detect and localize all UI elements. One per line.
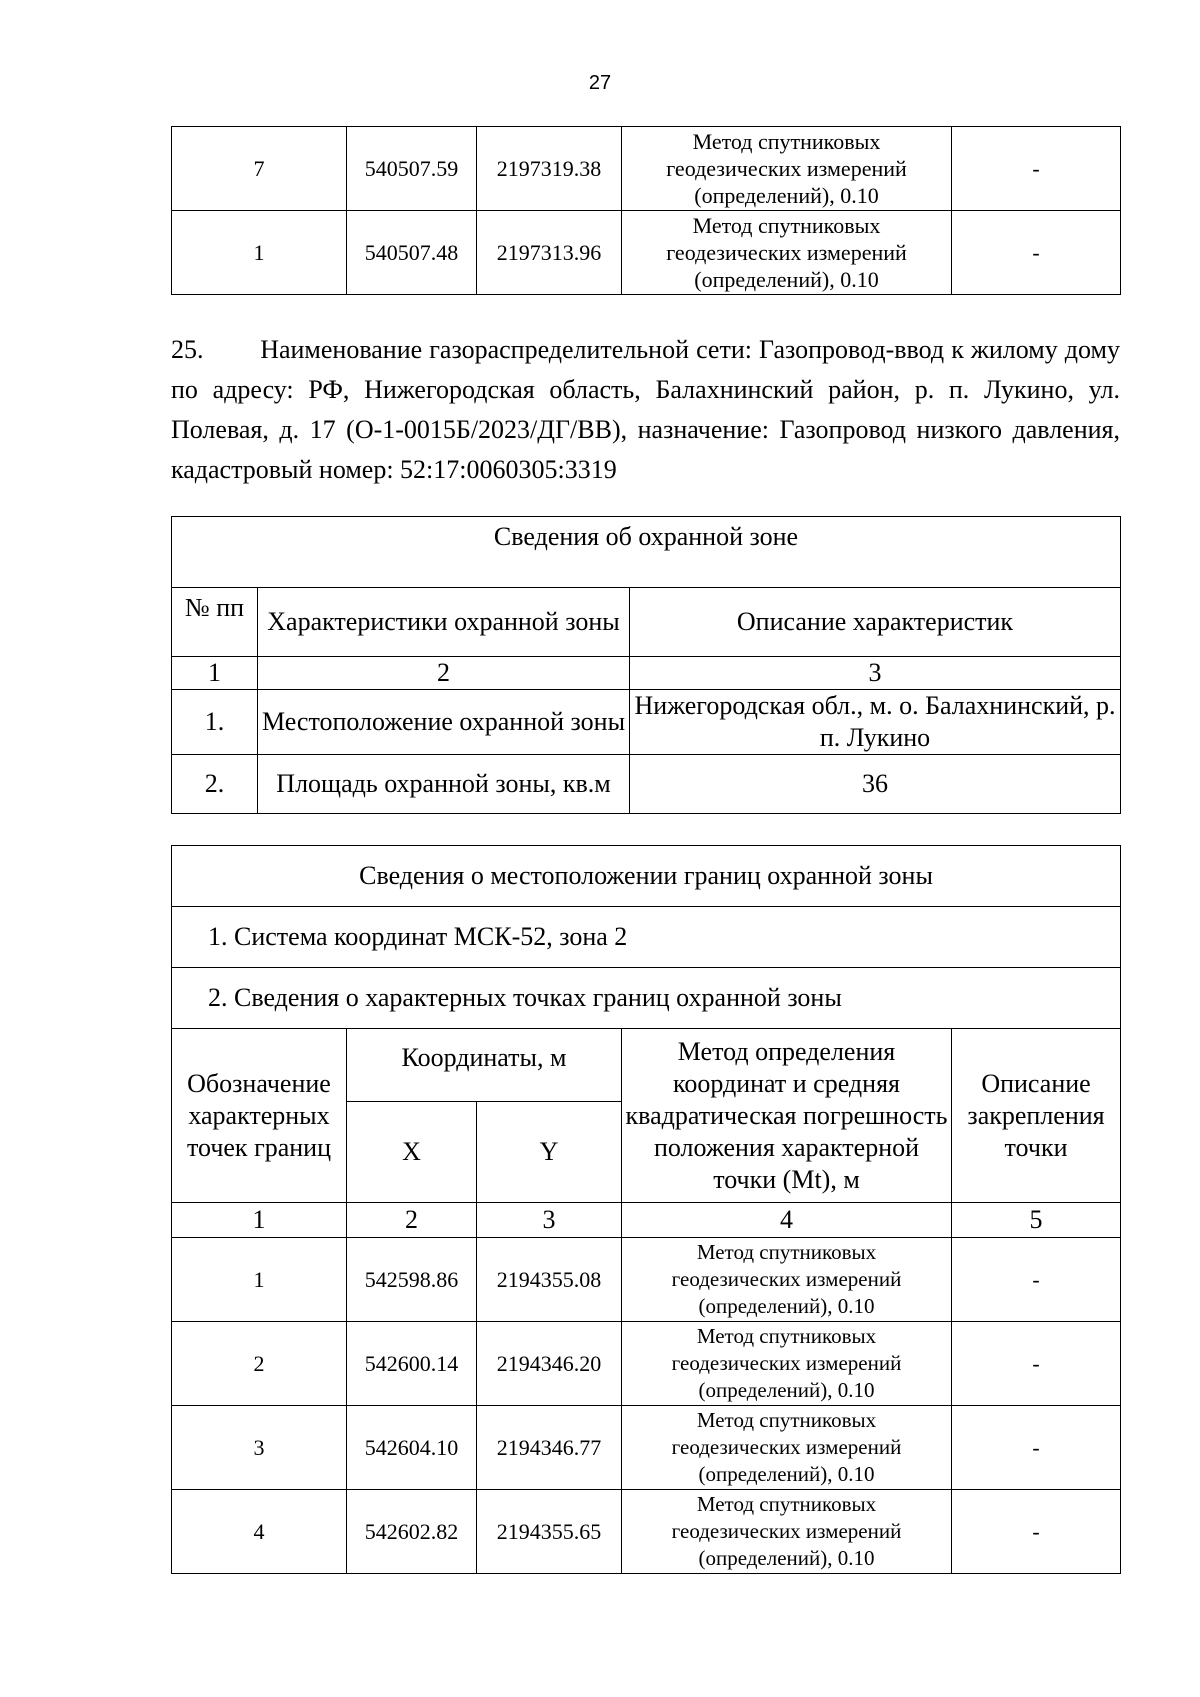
table-row [172,211,1121,295]
method-line: (определений), 0.10 [698,1462,875,1486]
points-section-title: 2. Сведения о характерных точках границ охранной зоны [172,968,1121,1029]
coord-x: 542604.10 [347,1406,477,1490]
table-header-row [172,588,1121,657]
coord-y: 2194355.08 [477,1238,622,1322]
table-row [172,1322,1121,1406]
header-y: Y [477,1102,622,1203]
point-description: - [952,211,1121,295]
row-value: Нижегородская обл., м. о. Балахнинский, р. п. Лукино [630,690,1121,755]
zone-table-title: Сведения об охранной зоне [172,517,1121,588]
table-row [172,1490,1121,1574]
method-line: Метод спутниковых [696,1408,877,1432]
point-description: - [952,1406,1121,1490]
column-number-row [172,657,1121,690]
coordinate-system: 1. Система координат МСК-52, зона 2 [172,907,1121,968]
table-header-row [172,1029,1121,1102]
coord-x: 540507.59 [347,127,477,211]
method-line: (определений), 0.10 [698,1378,875,1402]
boundary-location-table [171,845,1121,1574]
table-row [172,1238,1121,1322]
method-line: Метод спутниковых [696,1324,877,1348]
col-number: 5 [952,1203,1121,1238]
method-line: (определений), 0.10 [698,1546,875,1570]
table-row [172,1406,1121,1490]
point-number: 7 [172,127,347,211]
method-line: геодезических измерений [666,156,907,181]
header-number: № пп [172,588,258,657]
column-number-row [172,1203,1121,1238]
method-cell [622,1322,952,1406]
method-line: (определений), 0.10 [698,1294,875,1318]
method-line: геодезических измерений [671,1519,902,1543]
header-coordinates: Координаты, м [347,1029,622,1102]
header-method: Метод определения координат и средняя квадратическая погрешность положения характерной точки (Mt), м [622,1029,952,1203]
header-description: Описание закрепления точки [952,1029,1121,1203]
col-number: 2 [347,1203,477,1238]
method-line: Метод спутниковых [692,213,881,238]
coord-x: 542600.14 [347,1322,477,1406]
bounds-table-title: Сведения о местоположении границ охранной зоны [172,846,1121,907]
table-row [172,755,1121,814]
header-x: X [347,1102,477,1203]
point-number: 2 [172,1322,347,1406]
col-number: 3 [630,657,1121,690]
coord-y: 2194346.20 [477,1322,622,1406]
row-value: 36 [630,755,1121,814]
method-line: геодезических измерений [671,1351,902,1375]
method-cell [622,1238,952,1322]
page-number: 27 [588,72,612,94]
header-description: Описание характеристик [630,588,1121,657]
protection-zone-table [171,516,1121,814]
method-line: геодезических измерений [671,1435,902,1459]
method-cell [622,127,952,211]
point-number: 4 [172,1490,347,1574]
table-title-row [172,846,1121,907]
header-characteristics: Характеристики охранной зоны [258,588,630,657]
coordinates-table-continued [171,126,1121,295]
row-number: 1. [172,690,258,755]
coord-y: 2197313.96 [477,211,622,295]
col-number: 2 [258,657,630,690]
method-cell [622,1406,952,1490]
table-subtitle-row [172,968,1121,1029]
method-line: Метод спутниковых [696,1240,877,1264]
col-number: 1 [172,657,258,690]
table-subtitle-row [172,907,1121,968]
method-line: (определений), 0.10 [694,183,879,208]
col-number: 4 [622,1203,952,1238]
point-description: - [952,1322,1121,1406]
col-number: 1 [172,1203,347,1238]
point-description: - [952,1490,1121,1574]
method-line: геодезических измерений [666,240,907,265]
network-description-paragraph: 25. Наименование газораспределительной сети: Газопровод-ввод к жилому дому по адресу: РФ, Нижегородская область, Балахнинский район, р. п. Лукино, ул. Полевая, д. 17 (О-1-0015Б/2023/ДГ/ВВ), назначение: Газопровод низкого давления, кадастровый номер: 52:17:0060305:3319 [171,335,1120,484]
table-row [172,127,1121,211]
header-point: Обозначение характерных точек границ [172,1029,347,1203]
point-number: 1 [172,211,347,295]
coord-x: 542598.86 [347,1238,477,1322]
point-number: 1 [172,1238,347,1322]
coord-x: 540507.48 [347,211,477,295]
col-number: 3 [477,1203,622,1238]
coord-y: 2197319.38 [477,127,622,211]
row-name: Местоположение охранной зоны [258,690,630,755]
method-cell [622,1490,952,1574]
method-line: (определений), 0.10 [694,267,879,292]
method-line: Метод спутниковых [696,1492,877,1516]
point-description: - [952,1238,1121,1322]
method-line: геодезических измерений [671,1267,902,1291]
row-number: 2. [172,755,258,814]
row-name: Площадь охранной зоны, кв.м [258,755,630,814]
coord-y: 2194346.77 [477,1406,622,1490]
table-title-row [172,517,1121,588]
coord-y: 2194355.65 [477,1490,622,1574]
coord-x: 542602.82 [347,1490,477,1574]
method-cell [622,211,952,295]
point-number: 3 [172,1406,347,1490]
table-row [172,690,1121,755]
point-description: - [952,127,1121,211]
method-line: Метод спутниковых [692,129,881,154]
